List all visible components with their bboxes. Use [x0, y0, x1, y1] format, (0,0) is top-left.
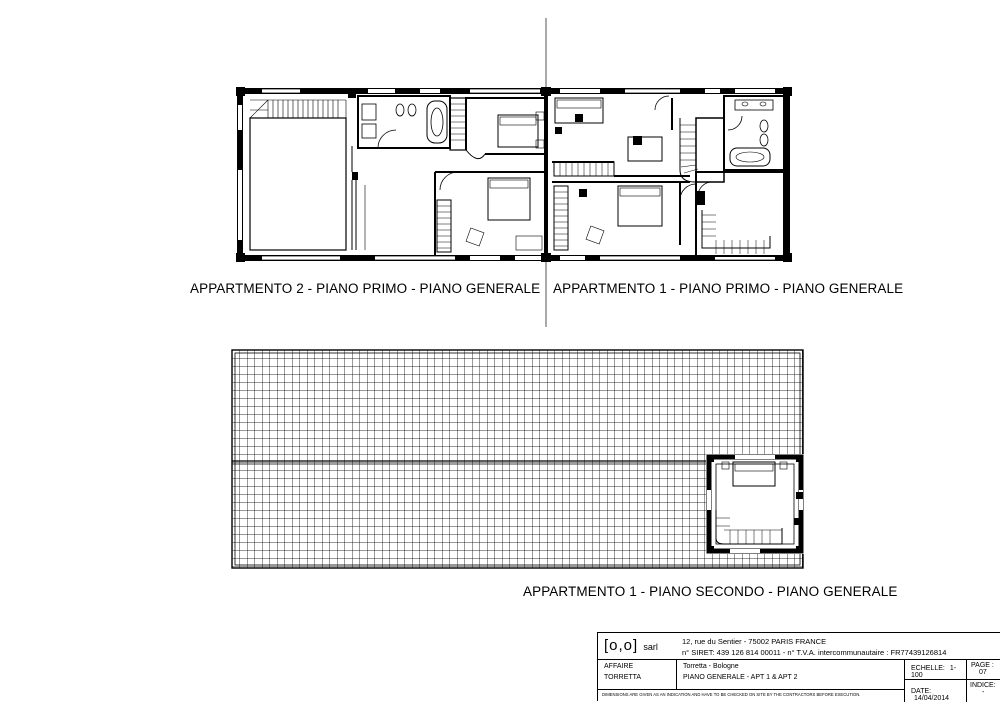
page-label: PAGE : [971, 662, 994, 669]
index-value: - [982, 689, 985, 696]
date-label: DATE: [911, 688, 932, 695]
project-cell [676, 659, 904, 689]
affaire-value: TORRETTA [604, 674, 642, 681]
index-label: INDICE: [970, 682, 996, 689]
roof-plan [232, 350, 804, 568]
page-cell [966, 659, 1000, 679]
apt1-second-floor-label: APPARTMENTO 1 - PIANO SECONDO - PIANO GENERALE [523, 584, 898, 599]
apt2-first-floor-label: APPARTMENTO 2 - PIANO PRIMO - PIANO GENERALE [190, 281, 541, 296]
company-logo: [o,o] sarl [604, 637, 658, 654]
scale-value: 1-100 [911, 665, 957, 679]
disclaimer-cell [598, 689, 904, 702]
registration-text: n° SIRET: 439 126 814 00011 - n° T.V.A. intercommunautaire : FR77439126814 [682, 648, 947, 657]
apt2-interior [250, 96, 546, 255]
window-openings [240, 91, 775, 258]
tower-second-floor [706, 454, 804, 554]
date-value: 14/04/2014 [914, 695, 950, 702]
exterior-walls [240, 91, 787, 258]
affaire-cell [598, 659, 676, 689]
logo-cell [598, 633, 678, 659]
page-value: 07 [979, 669, 987, 676]
apt1-interior [552, 96, 784, 256]
first-floor-plan [236, 87, 792, 262]
affaire-label: AFFAIRE [604, 663, 634, 670]
location-text: Torretta - Bologne [683, 663, 739, 670]
date-cell [904, 679, 966, 702]
scale-cell [904, 659, 966, 679]
address-text: 12, rue du Sentier - 75002 PARIS FRANCE [682, 637, 827, 646]
scale-label: ECHELLE: [911, 665, 945, 672]
index-cell [966, 679, 1000, 702]
disclaimer-text: DIMENSIONS ARE GIVEN AS AN INDICATION AND HAVE TO BE CHECKED ON SITE BY THE CONTRACTORS BEFORE EXECUTION. [602, 692, 861, 697]
drawing-title: PIANO GENERALE - APT 1 & APT 2 [683, 674, 798, 681]
apt1-first-floor-label: APPARTMENTO 1 - PIANO PRIMO - PIANO GENERALE [553, 281, 904, 296]
title-block [597, 632, 1000, 701]
